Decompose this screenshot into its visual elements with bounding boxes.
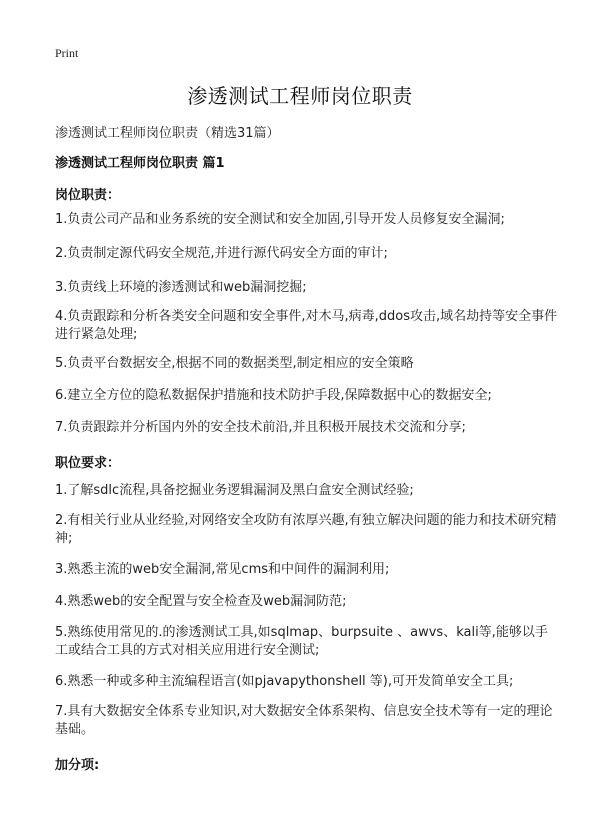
- duty-item: 3.负责线上环境的渗透测试和web漏洞挖掘;: [55, 280, 307, 295]
- duty-item: 2.负责制定源代码安全规范,并进行源代码安全方面的审计;: [55, 246, 388, 261]
- duty-item: 4.负责跟踪和分析各类安全问题和安全事件,对木马,病毒,ddos攻击,域名劫持等安全事件进行紧急处理;: [55, 309, 558, 342]
- section-heading-bonus: 加分项:: [55, 758, 100, 773]
- article-title: 渗透测试工程师岗位职责 篇1: [55, 156, 225, 171]
- duty-item: 7.负责跟踪并分析国内外的安全技术前沿,并且积极开展技术交流和分享;: [55, 420, 466, 435]
- print-label: Print: [55, 46, 79, 60]
- duty-item: 1.负责公司产品和业务系统的安全测试和安全加固,引导开发人员修复安全漏洞;: [55, 212, 505, 227]
- duty-item: 5.负责平台数据安全,根据不同的数据类型,制定相应的安全策略: [55, 356, 414, 371]
- document-subtitle: 渗透测试工程师岗位职责（精选31篇）: [55, 126, 280, 141]
- requirement-item: 4.熟悉web的安全配置与安全检查及web漏洞防范;: [55, 594, 347, 609]
- section-heading-duties: 岗位职责：: [55, 188, 121, 203]
- requirement-item: 1.了解sdlc流程,具备挖掘业务逻辑漏洞及黑白盒安全测试经验;: [55, 483, 414, 498]
- requirement-item: 2.有相关行业从业经验,对网络安全攻防有浓厚兴趣,有独立解决问题的能力和技术研究精神;: [55, 513, 557, 546]
- document-title: 渗透测试工程师岗位职责: [187, 84, 413, 108]
- section-heading-requirements: 职位要求：: [55, 456, 121, 471]
- duty-item: 6.建立全方位的隐私数据保护措施和技术防护手段,保障数据中心的数据安全;: [55, 388, 492, 403]
- requirement-item: 3.熟悉主流的web安全漏洞,常见cms和中间件的漏洞利用;: [55, 562, 390, 577]
- requirement-item: 5.熟练使用常见的.的渗透测试工具,如sqlmap、burpsuite 、awvs、kali等,能够以手工或结合工具的方式对相关应用进行安全测试;: [55, 625, 548, 658]
- requirement-item: 7.具有大数据安全体系专业知识,对大数据安全体系架构、信息安全技术等有一定的理论基础。: [55, 704, 553, 737]
- requirement-item: 6.熟悉一种或多种主流编程语言(如pjavapythonshell 等),可开发简单安全工具;: [55, 674, 514, 689]
